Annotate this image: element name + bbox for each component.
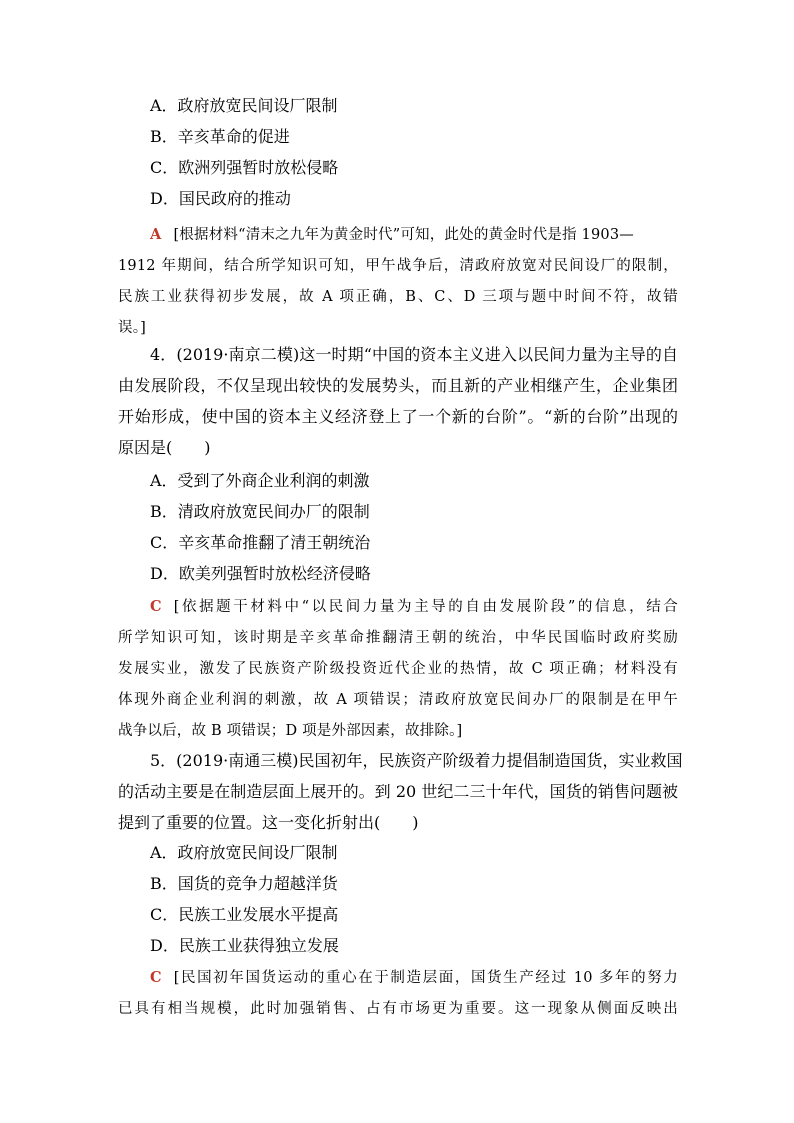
q4-explanation-line-3: 发展实业，激发了民族资产阶级投资近代企业的热情，故 C 项正确；材料没有 bbox=[118, 661, 678, 677]
q3-option-c: C．欧洲列强暂时放松侵略 bbox=[150, 158, 339, 177]
q4-explanation-line-4: 体现外商企业利润的刺激，故 A 项错误；清政府放宽民间办厂的限制是在甲午 bbox=[118, 692, 678, 708]
q3-explanation-line-1: A [根据材料“清末之九年为黄金时代”可知，此处的黄金时代是指 1903— bbox=[150, 226, 634, 243]
q5-stem-line-3: 提到了重要的位置。这一变化折射出( ) bbox=[118, 813, 419, 832]
q5-option-c: C．民族工业发展水平提高 bbox=[150, 905, 339, 924]
q5-stem-line-2: 的活动主要是在制造层面上展开的。到 20 世纪二三十年代，国货的销售问题被 bbox=[118, 782, 678, 801]
q3-option-b: B．辛亥革命的促进 bbox=[150, 127, 290, 146]
q5-option-b: B．国货的竞争力超越洋货 bbox=[150, 874, 338, 893]
q3-explanation-line-3: 民族工业获得初步发展，故 A 项正确，B、C、D 三项与题中时间不符，故错 bbox=[118, 289, 678, 305]
q3-explanation-line-4: 误。] bbox=[118, 320, 147, 336]
q4-answer-key: C bbox=[150, 598, 162, 615]
q4-explanation-line-5: 战争以后，故 B 项错误；D 项是外部因素，故排除。] bbox=[118, 723, 463, 739]
q3-option-d: D．国民政府的推动 bbox=[150, 189, 291, 208]
q5-stem-line-1: 5．(2019·南通三模)民国初年，民族资产阶级着力提倡制造国货，实业救国 bbox=[150, 751, 683, 770]
q4-option-b: B．清政府放宽民间办厂的限制 bbox=[150, 502, 370, 521]
q3-option-a: A．政府放宽民间设厂限制 bbox=[150, 96, 338, 115]
q5-explanation-line-2: 已具有相当规模，此时加强销售、占有市场更为重要。这一现象从侧面反映出 bbox=[118, 1001, 678, 1017]
q4-option-d: D．欧美列强暂时放松经济侵略 bbox=[150, 564, 371, 583]
q4-stem-line-2: 由发展阶段，不仅呈现出较快的发展势头，而且新的产业相继产生，企业集团 bbox=[118, 376, 678, 395]
q5-explanation-line-1: C [民国初年国货运动的重心在于制造层面，国货生产经过 10 多年的努力 bbox=[150, 969, 678, 986]
q5-option-a: A．政府放宽民间设厂限制 bbox=[150, 843, 338, 862]
q4-option-c: C．辛亥革命推翻了清王朝统治 bbox=[150, 533, 371, 552]
q5-answer-key: C bbox=[150, 969, 162, 986]
q5-option-d: D．民族工业获得独立发展 bbox=[150, 936, 339, 955]
q3-answer-key: A bbox=[150, 226, 162, 243]
q4-option-a: A．受到了外商企业利润的刺激 bbox=[150, 471, 370, 490]
q4-stem-line-4: 原因是( ) bbox=[118, 438, 211, 457]
q4-explanation-line-2: 所学知识可知，该时期是辛亥革命推翻清王朝的统治，中华民国临时政府奖励 bbox=[118, 630, 678, 646]
q4-stem-line-3: 开始形成，使中国的资本主义经济登上了一个新的台阶”。“新的台阶”出现的 bbox=[118, 407, 678, 426]
q4-stem-line-1: 4．(2019·南京二模)这一时期“中国的资本主义进入以民间力量为主导的自 bbox=[150, 345, 678, 364]
q3-explanation-line-2: 1912 年期间，结合所学知识可知，甲午战争后，清政府放宽对民间设厂的限制， bbox=[118, 258, 678, 274]
q4-explanation-line-1: C [依据题干材料中“以民间力量为主导的自由发展阶段”的信息，结合 bbox=[150, 598, 678, 615]
